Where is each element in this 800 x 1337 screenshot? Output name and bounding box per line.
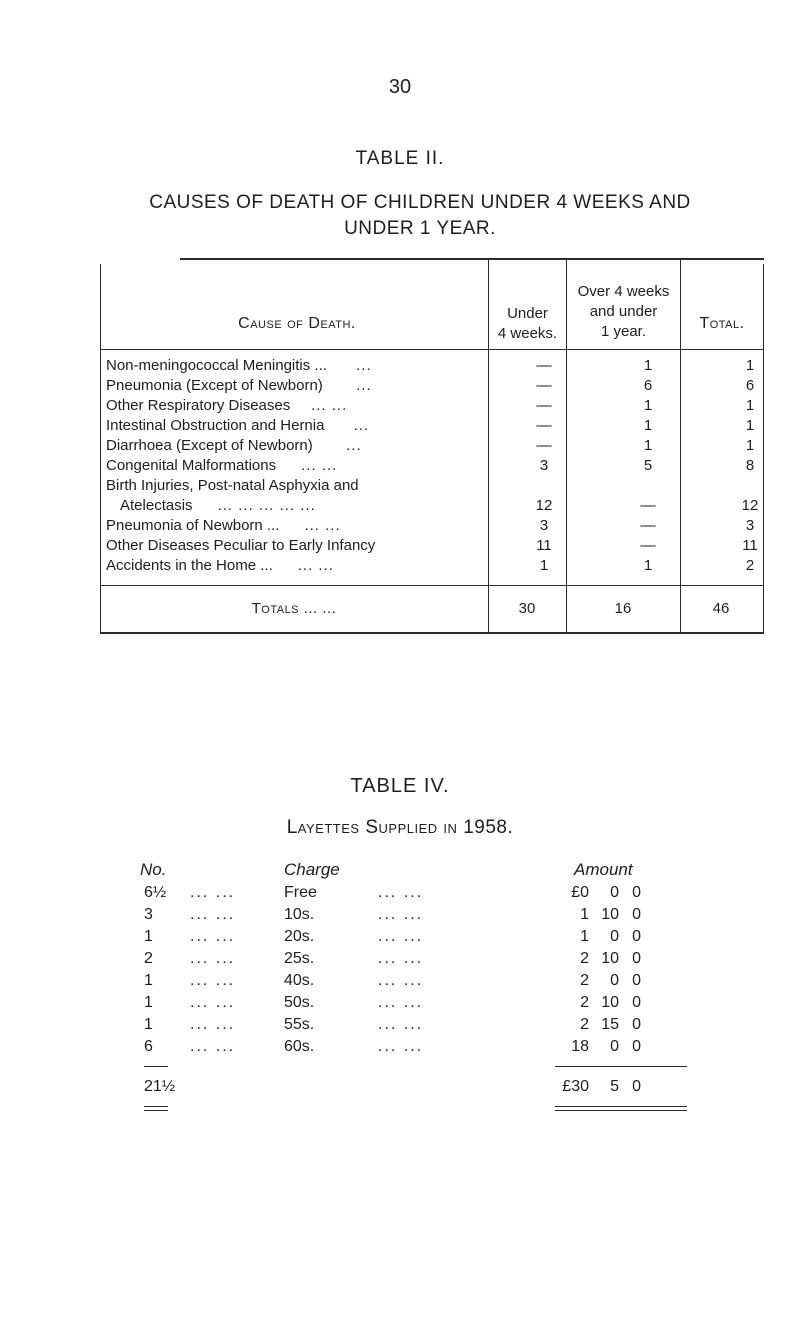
no-sum-rule — [144, 1066, 168, 1067]
row-over-4-weeks: — — [640, 497, 656, 514]
table-row — [100, 357, 764, 377]
table-2-subtitle-line-1: CAUSES OF DEATH OF CHILDREN UNDER 4 WEEKS AND — [149, 192, 691, 213]
header-over-4-weeks-line-1: Over 4 weeks — [577, 283, 670, 300]
row-charge: 50s. — [284, 994, 315, 1011]
row-leader-dots: ... ... — [378, 972, 424, 989]
row-under-4-weeks: — — [536, 357, 552, 374]
header-under-4-weeks — [489, 304, 566, 344]
row-total: 12 — [741, 497, 759, 514]
row-leader-dots: ... ... — [190, 972, 236, 989]
totals-under-4-weeks: 30 — [518, 600, 536, 617]
row-cause: Congenital Malformations ... ... — [106, 457, 338, 474]
row-leader-dots: ... ... — [190, 1016, 236, 1033]
row-total: 11 — [742, 537, 758, 554]
row-over-4-weeks: 1 — [643, 437, 653, 454]
row-charge: 25s. — [284, 950, 315, 967]
row-over-4-weeks: 1 — [643, 397, 653, 414]
row-amount-pence: 0 — [632, 950, 641, 967]
row-amount-pounds: 2 — [580, 972, 589, 989]
table-row — [0, 928, 800, 950]
row-under-4-weeks: 11 — [536, 537, 552, 554]
row-under-4-weeks: — — [536, 417, 552, 434]
row-total: 1 — [745, 417, 755, 434]
table-4-subtitle: Layettes Supplied in 1958. — [286, 817, 514, 838]
row-over-4-weeks: 5 — [643, 457, 653, 474]
row-under-4-weeks: 1 — [539, 557, 549, 574]
row-leader-dots: ... ... — [378, 994, 424, 1011]
amount-double-rule-1 — [555, 1106, 687, 1107]
totals-total: 46 — [712, 600, 730, 617]
row-total: 8 — [745, 457, 755, 474]
header-cause-of-death: Cause of Death. — [238, 315, 356, 332]
header-amount: Amount — [574, 860, 633, 879]
row-under-4-weeks: — — [536, 377, 552, 394]
table-row — [100, 517, 764, 537]
table-row — [100, 477, 764, 497]
row-leader-dots: ... ... — [378, 884, 424, 901]
table-row — [0, 884, 800, 906]
header-bottom-rule — [100, 349, 764, 350]
row-leader-dots: ... ... — [378, 1016, 424, 1033]
row-amount-pounds: 2 — [580, 1016, 589, 1033]
row-cause: Atelectasis ... ... ... ... ... — [120, 497, 316, 514]
header-over-4-weeks — [567, 282, 680, 342]
table-row — [100, 417, 764, 437]
header-no: No. — [140, 860, 167, 879]
table-2-subtitle — [100, 190, 740, 242]
row-charge: 40s. — [284, 972, 315, 989]
row-amount-pence: 0 — [632, 884, 641, 901]
row-amount-pounds: 1 — [580, 928, 589, 945]
row-amount-pounds: 2 — [580, 950, 589, 967]
row-amount-shillings: 10 — [601, 906, 619, 923]
table-row — [0, 1016, 800, 1038]
row-cause: Pneumonia of Newborn ... ... ... — [106, 517, 341, 534]
header-under-4-weeks-line-1: Under — [507, 305, 548, 322]
table-2-subtitle-line-2: UNDER 1 YEAR. — [344, 218, 496, 239]
amount-sum-rule — [555, 1066, 687, 1067]
header-total: Total. — [699, 315, 745, 332]
row-cause: Diarrhoea (Except of Newborn) ... — [106, 437, 362, 454]
row-cause: Other Respiratory Diseases ... ... — [106, 397, 348, 414]
row-no: 3 — [144, 906, 153, 923]
table-row — [100, 377, 764, 397]
row-amount-pounds: 2 — [580, 994, 589, 1011]
table-row — [0, 906, 800, 928]
row-no: 6 — [144, 1038, 153, 1055]
row-total: 1 — [745, 397, 755, 414]
row-leader-dots: ... ... — [190, 1038, 236, 1055]
row-leader-dots: ... ... — [378, 906, 424, 923]
table-row — [100, 397, 764, 417]
row-over-4-weeks: 6 — [643, 377, 653, 394]
row-over-4-weeks: 1 — [643, 357, 653, 374]
row-total: 2 — [745, 557, 755, 574]
row-under-4-weeks: 3 — [539, 457, 549, 474]
row-amount-shillings: 0 — [610, 928, 619, 945]
page-number: 30 — [388, 76, 412, 98]
table-row — [100, 497, 764, 517]
row-over-4-weeks: — — [640, 537, 656, 554]
table-row — [0, 950, 800, 972]
row-cause: Non-meningococcal Meningitis ... ... — [106, 357, 372, 374]
row-amount-shillings: 0 — [610, 972, 619, 989]
row-leader-dots: ... ... — [190, 906, 236, 923]
row-under-4-weeks: — — [536, 437, 552, 454]
row-amount-shillings: 0 — [610, 884, 619, 901]
row-amount-shillings: 10 — [601, 994, 619, 1011]
row-amount-shillings: 0 — [610, 1038, 619, 1055]
row-amount-pence: 0 — [632, 994, 641, 1011]
total-row — [0, 1078, 800, 1100]
row-cause: Accidents in the Home ... ... ... — [106, 557, 334, 574]
row-amount-shillings: 15 — [601, 1016, 619, 1033]
table-4-layettes — [0, 856, 800, 1186]
row-total: 6 — [745, 377, 755, 394]
row-no: 2 — [144, 950, 153, 967]
total-no: 21½ — [144, 1078, 176, 1095]
row-amount-shillings: 10 — [601, 950, 619, 967]
table-bottom-rule — [100, 632, 764, 634]
row-amount-pence: 0 — [632, 1038, 641, 1055]
row-amount-pounds: £0 — [571, 884, 589, 901]
row-over-4-weeks: — — [640, 517, 656, 534]
amount-double-rule-2 — [555, 1110, 687, 1111]
row-charge: 55s. — [284, 1016, 315, 1033]
total-amount-pence: 0 — [632, 1078, 641, 1095]
row-charge: 60s. — [284, 1038, 315, 1055]
row-amount-pence: 0 — [632, 972, 641, 989]
row-amount-pence: 0 — [632, 906, 641, 923]
row-total: 3 — [745, 517, 755, 534]
row-no: 6½ — [144, 884, 167, 901]
row-cause: Intestinal Obstruction and Hernia ... — [106, 417, 370, 434]
row-amount-pence: 0 — [632, 928, 641, 945]
row-leader-dots: ... ... — [378, 928, 424, 945]
table-row — [0, 1038, 800, 1060]
row-charge: 20s. — [284, 928, 315, 945]
row-leader-dots: ... ... — [190, 950, 236, 967]
row-under-4-weeks: 3 — [539, 517, 549, 534]
row-leader-dots: ... ... — [190, 884, 236, 901]
row-over-4-weeks: 1 — [643, 417, 653, 434]
row-leader-dots: ... ... — [190, 994, 236, 1011]
row-no: 1 — [144, 1016, 153, 1033]
header-under-4-weeks-line-2: 4 weeks. — [497, 325, 558, 342]
row-cause: Pneumonia (Except of Newborn) ... — [106, 377, 372, 394]
table-row — [0, 972, 800, 994]
row-under-4-weeks: 12 — [535, 497, 553, 514]
table-row — [100, 537, 764, 557]
table-2-title: TABLE II. — [355, 148, 445, 169]
table-row — [100, 557, 764, 577]
totals-label: Totals ... ... — [251, 600, 337, 617]
totals-top-rule — [100, 585, 764, 586]
table-row — [100, 457, 764, 477]
row-charge: Free — [284, 884, 317, 901]
row-total: 1 — [745, 437, 755, 454]
table-row — [0, 994, 800, 1016]
row-amount-pounds: 18 — [571, 1038, 589, 1055]
table-2-causes-of-death — [100, 258, 764, 634]
total-amount-shillings: 5 — [610, 1078, 619, 1095]
table-4-title: TABLE IV. — [350, 775, 450, 797]
total-amount-pounds: £30 — [562, 1078, 589, 1095]
row-no: 1 — [144, 928, 153, 945]
row-over-4-weeks: 1 — [643, 557, 653, 574]
row-no: 1 — [144, 972, 153, 989]
row-charge: 10s. — [284, 906, 315, 923]
no-double-rule-1 — [144, 1106, 168, 1107]
table-top-rule — [180, 258, 764, 260]
row-total: 1 — [745, 357, 755, 374]
row-cause: Birth Injuries, Post-natal Asphyxia and — [106, 477, 359, 494]
totals-over-4-weeks: 16 — [614, 600, 632, 617]
row-under-4-weeks: — — [536, 397, 552, 414]
row-no: 1 — [144, 994, 153, 1011]
no-double-rule-2 — [144, 1110, 168, 1111]
row-amount-pounds: 1 — [580, 906, 589, 923]
row-leader-dots: ... ... — [190, 928, 236, 945]
row-amount-pence: 0 — [632, 1016, 641, 1033]
header-over-4-weeks-line-3: 1 year. — [600, 323, 647, 340]
header-charge: Charge — [284, 860, 340, 879]
row-leader-dots: ... ... — [378, 1038, 424, 1055]
table-row — [100, 437, 764, 457]
row-cause: Other Diseases Peculiar to Early Infancy — [106, 537, 376, 554]
header-over-4-weeks-line-2: and under — [589, 303, 658, 320]
row-leader-dots: ... ... — [378, 950, 424, 967]
